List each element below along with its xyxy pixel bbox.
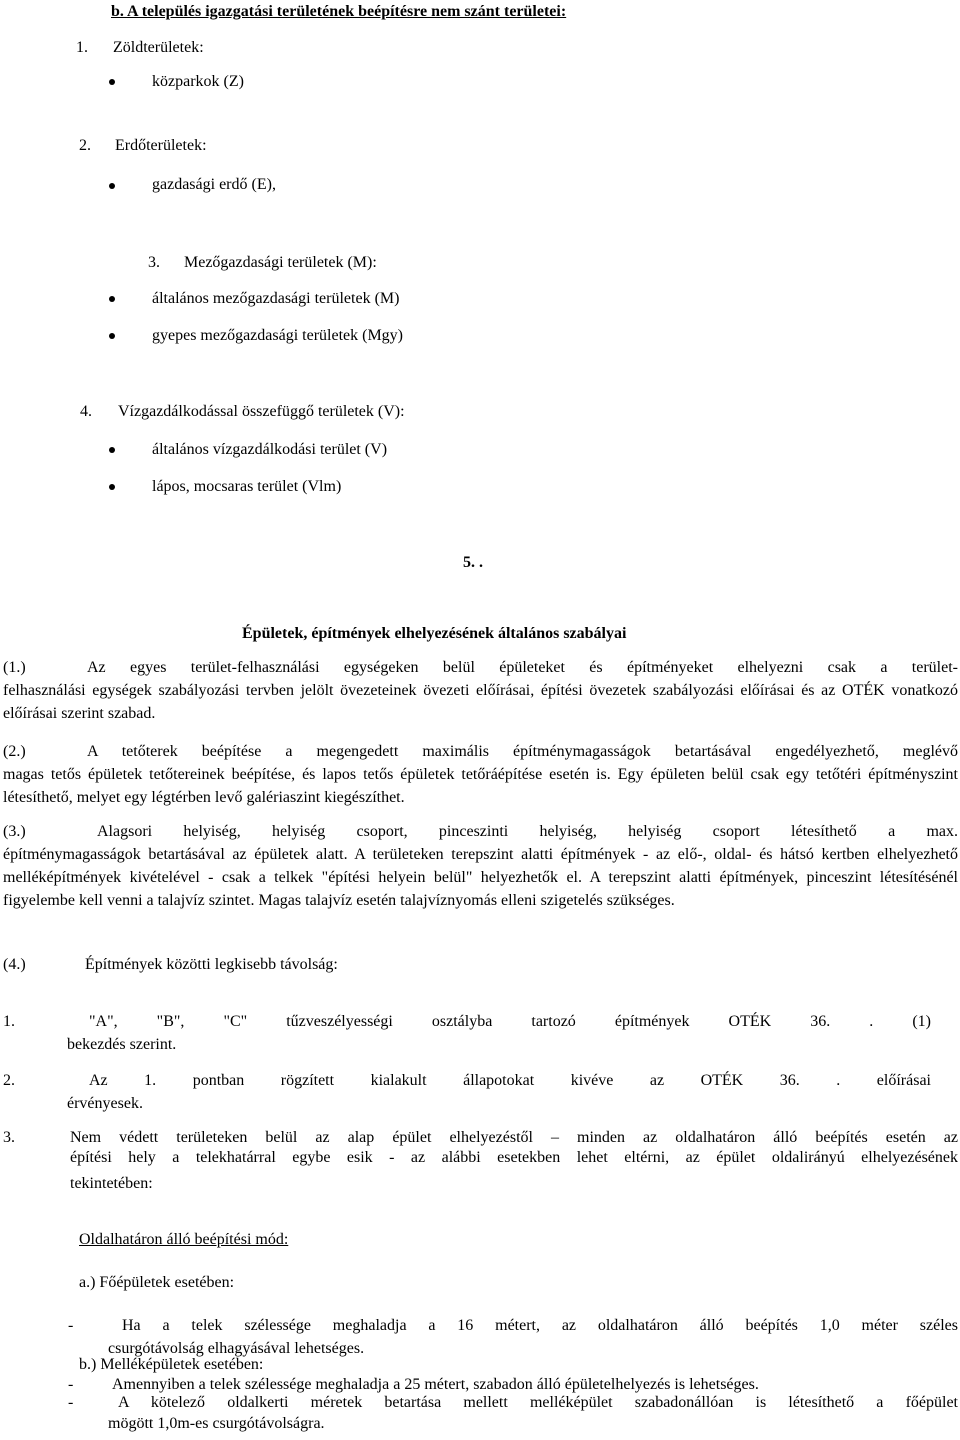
rule-number: 2.: [3, 1072, 15, 1089]
paragraph-text: Alagsori helyiség, helyiség csoport, pinceszinti helyiség, helyiség csoport létesíthető a max.: [97, 823, 958, 840]
list-item: közparkok (Z): [152, 73, 244, 90]
rule-line: Az 1. pontban rögzített kialakult állapotokat kivéve az OTÉK 36. . előírásai: [89, 1072, 931, 1089]
group-number: 2.: [79, 137, 91, 154]
rule-line: tekintetében:: [70, 1175, 153, 1192]
rule-line: mögött 1,0m-es csurgótávolságra.: [108, 1415, 325, 1432]
paragraph-text: építménymagasságok betartásával az épületek alatt. A területeken terepszint alatti építmények - az elő-, oldal- és hátsó kertben elhelyezhető melléképítmények kivételével - csak a telkek "építési helyein belül" helyezhetők el. A terepszint alatti építmények, pinceszint létesítésénél figyelembe kell venni a talajvíz szintet. Magas talajvíz esetén talajvíznyomás elleni szigetelés szükséges.: [3, 846, 958, 909]
list-item: általános vízgazdálkodási terület (V): [152, 441, 388, 458]
rule-line: Amennyiben a telek szélessége meghaladja a 25 métert, szabadon álló épületelhelyezés is lehetséges.: [112, 1376, 759, 1393]
section-b-heading: b. A település igazgatási területének beépítésre nem szánt területei:: [111, 3, 567, 20]
rule-item: [89, 1012, 931, 1032]
dash-marker: -: [68, 1394, 74, 1411]
bullet-icon: [109, 79, 115, 85]
group-title: Vízgazdálkodással összefüggő területek (V):: [118, 403, 405, 420]
rule-line: A kötelező oldalkerti méretek betartása mellett melléképület szabadonállóan is létesíthető a főépület: [118, 1394, 958, 1411]
paragraph-text: Az egyes terület-felhasználási egységeken belül épületeket és építményeket elhelyezni csak a terület-: [87, 659, 958, 676]
paragraph-number: (1.): [3, 659, 26, 676]
rule-item: [122, 1316, 958, 1336]
section-number: 5. .: [463, 554, 483, 571]
group-number: 4.: [80, 403, 92, 420]
paragraph-3: [3, 820, 958, 912]
dash-marker: -: [68, 1376, 74, 1393]
bullet-icon: [109, 447, 115, 453]
paragraph-first-line: [3, 740, 958, 763]
paragraph-first-line: [3, 656, 958, 679]
dash-marker: -: [68, 1317, 74, 1334]
paragraph-1: [3, 656, 958, 725]
rule-item: [118, 1393, 958, 1413]
rule-line: építési hely a telekhatárral egybe esik - az alábbi esetekben lehet eltérni, az épület oldalirányú elhelyezésének: [70, 1149, 958, 1166]
group-title: Zöldterületek:: [113, 39, 204, 56]
paragraph-number: (3.): [3, 823, 26, 840]
rule-line: érvényesek.: [67, 1095, 143, 1112]
bullet-icon: [109, 333, 115, 339]
group-title: Erdőterületek:: [115, 137, 207, 154]
paragraph-text: felhasználási egységek szabályozási tervben jelölt övezeteinek övezeti előírásai, építési övezetek szabályozási előírásai és az OTÉK vonatkozó előírásai szerint szabad.: [3, 682, 958, 722]
paragraph-number: (4.): [3, 956, 26, 973]
rule-line: csurgótávolság elhagyásával lehetséges.: [108, 1340, 365, 1357]
bullet-icon: [109, 296, 115, 302]
subsection-title: Oldalhatáron álló beépítési mód:: [79, 1231, 289, 1248]
list-item: gazdasági erdő (E),: [152, 176, 276, 193]
paragraph-number: (2.): [3, 743, 26, 760]
rule-line: bekezdés szerint.: [67, 1036, 177, 1053]
paragraph-2: [3, 740, 958, 809]
section-title: Épületek, építmények elhelyezésének általános szabályai: [242, 625, 627, 642]
list-item: lápos, mocsaras terület (Vlm): [152, 478, 342, 495]
list-item: gyepes mezőgazdasági területek (Mgy): [152, 327, 404, 344]
paragraph-first-line: [3, 820, 958, 843]
paragraph-text: Építmények közötti legkisebb távolság:: [85, 956, 338, 973]
rule-item: [70, 1128, 958, 1168]
paragraph-text: magas tetős épületek tetőtereinek beépítése, és lapos tetős épületek tetőráépítése esetén is. Egy épületen belül csak egy tetőtéri építményszint létesíthető, melyet egy légtérben levő galériaszint kiegészíthet.: [3, 766, 958, 806]
rule-line: Nem védett területeken belül az alap épület elhelyezéstől – minden az oldalhatáron álló beépítés esetén az: [70, 1129, 958, 1146]
rule-item: [89, 1071, 931, 1091]
group-number: 1.: [76, 39, 88, 56]
bullet-icon: [109, 183, 115, 189]
rule-number: 1.: [3, 1013, 15, 1030]
group-number: 3.: [148, 254, 160, 271]
paragraph-text: A tetőterek beépítése a megengedett maximális építménymagasságok betartásával engedélyezhető, meglévő: [87, 743, 958, 760]
rule-line: "A", "B", "C" tűzveszélyességi osztályba tartozó építmények OTÉK 36. . (1): [89, 1013, 931, 1030]
subsection-b-title: b.) Melléképületek esetében:: [79, 1356, 264, 1373]
rule-number: 3.: [3, 1129, 15, 1146]
list-item: általános mezőgazdasági területek (M): [152, 290, 400, 307]
subsection-a-title: a.) Főépületek esetében:: [79, 1274, 235, 1291]
group-title: Mezőgazdasági területek (M):: [184, 254, 377, 271]
bullet-icon: [109, 484, 115, 490]
rule-line: Ha a telek szélessége meghaladja a 16 métert, az oldalhatáron álló beépítés 1,0 méter széles: [122, 1317, 958, 1334]
